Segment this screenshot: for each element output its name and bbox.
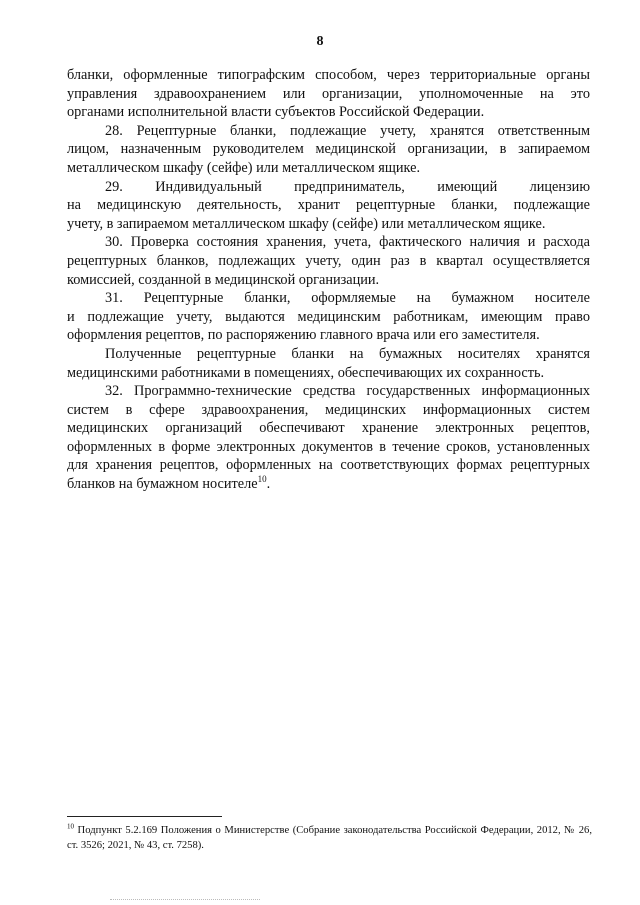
paragraph-30 [67, 233, 590, 289]
text-line: управления здравоохранением или организации, уполномоченные на это [67, 85, 590, 102]
text-line: медицинскими работниками в помещениях, обеспечивающих их сохранность. [67, 364, 545, 381]
text-line-content: бланков на бумажном носителе [67, 476, 258, 493]
paragraph-28 [67, 122, 590, 178]
text-line: органами исполнительной власти субъектов Российской Федерации. [67, 104, 485, 121]
text-line: и подлежащие учету, выдаются медицинским работникам, имеющим право [67, 308, 590, 325]
document-body [67, 66, 590, 494]
paragraph-29 [67, 178, 590, 234]
text-line: 29. Индивидуальный предприниматель, имеющий лицензию [105, 178, 590, 195]
footnote [67, 824, 592, 853]
text-line: комиссией, созданной в медицинской организации. [67, 271, 380, 288]
text-line: 31. Рецептурные бланки, оформляемые на бумажном носителе [105, 290, 590, 307]
paragraph-31-continued [67, 345, 590, 382]
text-line: оформления рецептов, по распоряжению главного врача или его заместителя. [67, 327, 540, 344]
footnote-reference[interactable]: 10 [257, 474, 267, 485]
text-line: лицом, назначенным руководителем медицинской организации, в запираемом [67, 141, 590, 158]
text-line: 30. Проверка состояния хранения, учета, фактического наличия и расхода [105, 234, 590, 251]
footnote-separator [67, 816, 222, 817]
paragraph-continuation [67, 66, 590, 122]
text-line: рецептурных бланков, подлежащих учету, один раз в квартал осуществляется [67, 252, 590, 269]
text-line: 28. Рецептурные бланки, подлежащие учету, хранятся ответственным [105, 122, 590, 139]
text-line: Полученные рецептурные бланки на бумажных носителях хранятся [105, 345, 590, 362]
text-line: на медицинскую деятельность, хранит рецептурные бланки, подлежащие [67, 197, 590, 214]
text-line: для хранения рецептов, оформленных на соответствующих формах рецептурных [67, 457, 590, 474]
footnote-marker: 10 [67, 822, 74, 831]
text-line: оформленных в форме электронных документов в течение сроков, установленных [67, 438, 590, 455]
text-line: бланков на бумажном носителе$^{10}$. [67, 474, 271, 493]
text-line: бланки, оформленные типографским способом, через территориальные органы [67, 67, 590, 83]
paragraph-31 [67, 289, 590, 345]
text-line: учету, в запираемом металлическом шкафу (сейфе) или металлическом ящике. [67, 215, 546, 232]
scan-artifact-divider [110, 899, 260, 900]
page-number: 8 [316, 34, 324, 49]
footnote-text: Подпункт 5.2.169 Положения о Министерстве (Собрание законодательства Российской Федерации, 2012, № 26, ст. 3526; 2021, № 43, ст. 7258). [67, 825, 592, 851]
text-line: металлическом шкафу (сейфе) или металлическом ящике. [67, 159, 421, 176]
paragraph-32 [67, 382, 590, 494]
text-line: систем в сфере здравоохранения, медицинских информационных систем [67, 401, 590, 418]
text-line: 32. Программно-технические средства государственных информационных [105, 383, 590, 400]
text-line: медицинских организаций обеспечивают хранение электронных рецептов, [67, 420, 590, 437]
